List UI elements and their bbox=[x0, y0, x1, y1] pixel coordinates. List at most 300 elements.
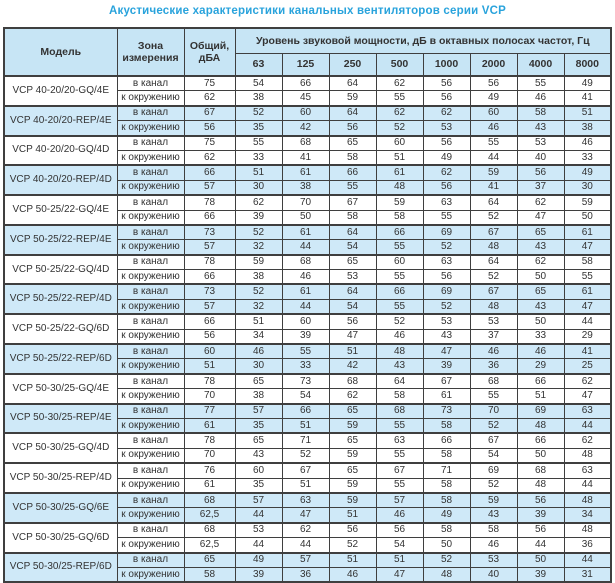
sound-power-level-250hz: 65 bbox=[329, 255, 376, 270]
sound-power-level-500hz: 48 bbox=[376, 344, 423, 359]
sound-power-level-8000hz: 61 bbox=[564, 225, 611, 240]
sound-power-level-1000hz: 56 bbox=[423, 136, 470, 151]
sound-power-level-1000hz: 53 bbox=[423, 314, 470, 329]
sound-power-level-4000hz: 69 bbox=[517, 404, 564, 419]
sound-power-level-8000hz: 38 bbox=[564, 121, 611, 136]
sound-power-level-500hz: 57 bbox=[376, 493, 423, 508]
sound-power-level-250hz: 54 bbox=[329, 240, 376, 255]
sound-power-level-8000hz: 48 bbox=[564, 448, 611, 463]
sound-power-level-250hz: 64 bbox=[329, 225, 376, 240]
column-header-frequency-group: Уровень звуковой мощности, дБ в октавных полосах частот, Гц bbox=[235, 28, 611, 54]
sound-power-level-2000hz: 46 bbox=[470, 538, 517, 553]
table-row bbox=[4, 284, 611, 299]
sound-power-level-125hz: 54 bbox=[282, 389, 329, 404]
sound-power-level-8000hz: 51 bbox=[564, 106, 611, 121]
total-dba-value: 75 bbox=[184, 76, 235, 91]
sound-power-level-4000hz: 46 bbox=[517, 344, 564, 359]
sound-power-level-8000hz: 36 bbox=[564, 538, 611, 553]
total-dba-value: 73 bbox=[184, 284, 235, 299]
sound-power-level-1000hz: 56 bbox=[423, 180, 470, 195]
sound-power-level-500hz: 58 bbox=[376, 210, 423, 225]
sound-power-level-8000hz: 48 bbox=[564, 493, 611, 508]
sound-power-level-250hz: 56 bbox=[329, 121, 376, 136]
sound-power-level-500hz: 47 bbox=[376, 567, 423, 582]
sound-power-level-63hz: 51 bbox=[235, 314, 282, 329]
sound-power-level-63hz: 52 bbox=[235, 106, 282, 121]
sound-power-level-125hz: 47 bbox=[282, 508, 329, 523]
measurement-zone: в канал bbox=[117, 314, 184, 329]
sound-power-level-250hz: 64 bbox=[329, 76, 376, 91]
sound-power-level-1000hz: 43 bbox=[423, 329, 470, 344]
sound-power-level-8000hz: 33 bbox=[564, 150, 611, 165]
measurement-zone: к окружению bbox=[117, 91, 184, 106]
sound-power-level-2000hz: 55 bbox=[470, 136, 517, 151]
sound-power-level-4000hz: 65 bbox=[517, 284, 564, 299]
sound-power-level-63hz: 52 bbox=[235, 225, 282, 240]
sound-power-level-125hz: 60 bbox=[282, 106, 329, 121]
model-name: VCP 50-25/22-REP/4D bbox=[4, 284, 117, 314]
sound-power-level-1000hz: 69 bbox=[423, 284, 470, 299]
sound-power-level-2000hz: 53 bbox=[470, 553, 517, 568]
model-name: VCP 40-20/20-REP/4D bbox=[4, 165, 117, 195]
sound-power-level-250hz: 59 bbox=[329, 448, 376, 463]
measurement-zone: к окружению bbox=[117, 359, 184, 374]
measurement-zone: к окружению bbox=[117, 478, 184, 493]
sound-power-level-250hz: 66 bbox=[329, 165, 376, 180]
sound-power-level-500hz: 60 bbox=[376, 255, 423, 270]
sound-power-level-63hz: 34 bbox=[235, 329, 282, 344]
sound-power-level-2000hz: 44 bbox=[470, 150, 517, 165]
sound-power-level-63hz: 38 bbox=[235, 389, 282, 404]
sound-power-level-2000hz: 52 bbox=[470, 478, 517, 493]
model-name: VCP 50-30/25-REP/6D bbox=[4, 553, 117, 583]
sound-power-level-250hz: 42 bbox=[329, 359, 376, 374]
sound-power-level-125hz: 41 bbox=[282, 150, 329, 165]
column-header-freq-2000: 2000 bbox=[470, 54, 517, 77]
sound-power-level-8000hz: 41 bbox=[564, 344, 611, 359]
sound-power-level-125hz: 42 bbox=[282, 121, 329, 136]
measurement-zone: в канал bbox=[117, 255, 184, 270]
sound-power-level-8000hz: 34 bbox=[564, 508, 611, 523]
table-row bbox=[4, 553, 611, 568]
sound-power-level-2000hz: 52 bbox=[470, 270, 517, 285]
sound-power-level-63hz: 59 bbox=[235, 255, 282, 270]
sound-power-level-4000hz: 48 bbox=[517, 418, 564, 433]
sound-power-level-250hz: 65 bbox=[329, 404, 376, 419]
total-dba-value: 60 bbox=[184, 344, 235, 359]
sound-power-level-1000hz: 53 bbox=[423, 121, 470, 136]
total-dba-value: 57 bbox=[184, 180, 235, 195]
sound-power-level-4000hz: 50 bbox=[517, 448, 564, 463]
sound-power-level-500hz: 48 bbox=[376, 180, 423, 195]
sound-power-level-125hz: 33 bbox=[282, 359, 329, 374]
sound-power-level-4000hz: 66 bbox=[517, 433, 564, 448]
sound-power-level-2000hz: 64 bbox=[470, 195, 517, 210]
sound-power-level-63hz: 49 bbox=[235, 553, 282, 568]
sound-power-level-63hz: 55 bbox=[235, 136, 282, 151]
sound-power-level-1000hz: 39 bbox=[423, 359, 470, 374]
sound-power-level-250hz: 64 bbox=[329, 106, 376, 121]
model-name: VCP 50-25/22-REP/4E bbox=[4, 225, 117, 255]
total-dba-value: 77 bbox=[184, 404, 235, 419]
total-dba-value: 70 bbox=[184, 389, 235, 404]
sound-power-level-500hz: 62 bbox=[376, 76, 423, 91]
sound-power-level-500hz: 59 bbox=[376, 195, 423, 210]
sound-power-level-250hz: 65 bbox=[329, 433, 376, 448]
sound-power-level-4000hz: 50 bbox=[517, 553, 564, 568]
sound-power-level-4000hz: 51 bbox=[517, 389, 564, 404]
model-name: VCP 40-20/20-GQ/4E bbox=[4, 76, 117, 106]
sound-power-level-8000hz: 44 bbox=[564, 418, 611, 433]
sound-power-level-1000hz: 49 bbox=[423, 150, 470, 165]
model-name: VCP 50-30/25-GQ/6E bbox=[4, 493, 117, 523]
sound-power-level-125hz: 71 bbox=[282, 433, 329, 448]
table-row bbox=[4, 493, 611, 508]
sound-power-level-63hz: 62 bbox=[235, 195, 282, 210]
sound-power-level-2000hz: 69 bbox=[470, 463, 517, 478]
sound-power-level-500hz: 54 bbox=[376, 538, 423, 553]
sound-power-level-500hz: 63 bbox=[376, 433, 423, 448]
sound-power-level-125hz: 68 bbox=[282, 255, 329, 270]
sound-power-level-125hz: 73 bbox=[282, 374, 329, 389]
sound-power-level-1000hz: 67 bbox=[423, 374, 470, 389]
sound-power-level-8000hz: 47 bbox=[564, 389, 611, 404]
sound-power-level-63hz: 38 bbox=[235, 270, 282, 285]
sound-power-level-125hz: 46 bbox=[282, 270, 329, 285]
sound-power-level-500hz: 58 bbox=[376, 389, 423, 404]
sound-power-level-500hz: 55 bbox=[376, 448, 423, 463]
sound-power-level-63hz: 39 bbox=[235, 567, 282, 582]
measurement-zone: в канал bbox=[117, 195, 184, 210]
table-row bbox=[4, 106, 611, 121]
sound-power-level-63hz: 53 bbox=[235, 523, 282, 538]
sound-power-level-8000hz: 49 bbox=[564, 76, 611, 91]
sound-power-level-1000hz: 56 bbox=[423, 91, 470, 106]
sound-power-level-8000hz: 58 bbox=[564, 255, 611, 270]
total-dba-value: 66 bbox=[184, 314, 235, 329]
sound-power-level-1000hz: 58 bbox=[423, 523, 470, 538]
sound-power-level-500hz: 62 bbox=[376, 106, 423, 121]
measurement-zone: в канал bbox=[117, 344, 184, 359]
table-row bbox=[4, 195, 611, 210]
sound-power-level-2000hz: 59 bbox=[470, 493, 517, 508]
sound-power-level-4000hz: 43 bbox=[517, 240, 564, 255]
sound-power-level-63hz: 30 bbox=[235, 180, 282, 195]
sound-power-level-2000hz: 53 bbox=[470, 314, 517, 329]
sound-power-level-8000hz: 48 bbox=[564, 523, 611, 538]
acoustic-characteristics-table bbox=[3, 27, 612, 583]
sound-power-level-8000hz: 62 bbox=[564, 374, 611, 389]
measurement-zone: в канал bbox=[117, 374, 184, 389]
sound-power-level-500hz: 55 bbox=[376, 91, 423, 106]
sound-power-level-2000hz: 46 bbox=[470, 121, 517, 136]
model-name: VCP 40-20/20-GQ/4D bbox=[4, 136, 117, 166]
sound-power-level-63hz: 35 bbox=[235, 418, 282, 433]
column-header-freq-1000: 1000 bbox=[423, 54, 470, 77]
measurement-zone: в канал bbox=[117, 463, 184, 478]
sound-power-level-4000hz: 55 bbox=[517, 76, 564, 91]
sound-power-level-125hz: 38 bbox=[282, 180, 329, 195]
sound-power-level-125hz: 63 bbox=[282, 493, 329, 508]
measurement-zone: к окружению bbox=[117, 418, 184, 433]
table-row bbox=[4, 374, 611, 389]
sound-power-level-250hz: 65 bbox=[329, 463, 376, 478]
column-header-freq-63: 63 bbox=[235, 54, 282, 77]
sound-power-level-250hz: 67 bbox=[329, 195, 376, 210]
sound-power-level-2000hz: 52 bbox=[470, 418, 517, 433]
sound-power-level-2000hz: 60 bbox=[470, 106, 517, 121]
sound-power-level-1000hz: 58 bbox=[423, 418, 470, 433]
sound-power-level-8000hz: 61 bbox=[564, 284, 611, 299]
sound-power-level-4000hz: 39 bbox=[517, 567, 564, 582]
sound-power-level-125hz: 55 bbox=[282, 344, 329, 359]
sound-power-level-8000hz: 47 bbox=[564, 240, 611, 255]
sound-power-level-250hz: 54 bbox=[329, 299, 376, 314]
measurement-zone: к окружению bbox=[117, 150, 184, 165]
sound-power-level-4000hz: 56 bbox=[517, 523, 564, 538]
sound-power-level-4000hz: 65 bbox=[517, 225, 564, 240]
sound-power-level-63hz: 57 bbox=[235, 404, 282, 419]
table-header bbox=[4, 28, 611, 76]
sound-power-level-2000hz: 36 bbox=[470, 359, 517, 374]
sound-power-level-500hz: 64 bbox=[376, 374, 423, 389]
measurement-zone: к окружению bbox=[117, 508, 184, 523]
sound-power-level-2000hz: 49 bbox=[470, 91, 517, 106]
sound-power-level-8000hz: 62 bbox=[564, 433, 611, 448]
sound-power-level-1000hz: 52 bbox=[423, 553, 470, 568]
sound-power-level-250hz: 46 bbox=[329, 567, 376, 582]
sound-power-level-250hz: 58 bbox=[329, 150, 376, 165]
sound-power-level-125hz: 67 bbox=[282, 463, 329, 478]
sound-power-level-250hz: 64 bbox=[329, 284, 376, 299]
sound-power-level-500hz: 66 bbox=[376, 284, 423, 299]
sound-power-level-1000hz: 48 bbox=[423, 567, 470, 582]
sound-power-level-250hz: 47 bbox=[329, 329, 376, 344]
measurement-zone: к окружению bbox=[117, 389, 184, 404]
sound-power-level-63hz: 51 bbox=[235, 165, 282, 180]
sound-power-level-500hz: 55 bbox=[376, 240, 423, 255]
sound-power-level-63hz: 54 bbox=[235, 76, 282, 91]
table-row bbox=[4, 433, 611, 448]
sound-power-level-2000hz: 54 bbox=[470, 448, 517, 463]
sound-power-level-250hz: 59 bbox=[329, 91, 376, 106]
sound-power-level-250hz: 59 bbox=[329, 493, 376, 508]
sound-power-level-500hz: 68 bbox=[376, 404, 423, 419]
sound-power-level-63hz: 65 bbox=[235, 374, 282, 389]
sound-power-level-500hz: 56 bbox=[376, 523, 423, 538]
total-dba-value: 76 bbox=[184, 463, 235, 478]
sound-power-level-63hz: 52 bbox=[235, 284, 282, 299]
table-row bbox=[4, 165, 611, 180]
sound-power-level-500hz: 52 bbox=[376, 121, 423, 136]
table-row bbox=[4, 136, 611, 151]
sound-power-level-125hz: 61 bbox=[282, 225, 329, 240]
sound-power-level-8000hz: 30 bbox=[564, 180, 611, 195]
sound-power-level-2000hz: 52 bbox=[470, 210, 517, 225]
sound-power-level-63hz: 35 bbox=[235, 478, 282, 493]
measurement-zone: в канал bbox=[117, 493, 184, 508]
sound-power-level-125hz: 51 bbox=[282, 418, 329, 433]
sound-power-level-2000hz: 41 bbox=[470, 180, 517, 195]
sound-power-level-1000hz: 58 bbox=[423, 478, 470, 493]
sound-power-level-1000hz: 61 bbox=[423, 389, 470, 404]
table-row bbox=[4, 463, 611, 478]
table-row bbox=[4, 255, 611, 270]
sound-power-level-250hz: 62 bbox=[329, 389, 376, 404]
total-dba-value: 62,5 bbox=[184, 508, 235, 523]
sound-power-level-4000hz: 58 bbox=[517, 106, 564, 121]
total-dba-value: 66 bbox=[184, 165, 235, 180]
total-dba-value: 68 bbox=[184, 523, 235, 538]
total-dba-value: 70 bbox=[184, 448, 235, 463]
sound-power-level-1000hz: 63 bbox=[423, 255, 470, 270]
sound-power-level-8000hz: 63 bbox=[564, 463, 611, 478]
measurement-zone: в канал bbox=[117, 523, 184, 538]
sound-power-level-8000hz: 31 bbox=[564, 567, 611, 582]
sound-power-level-8000hz: 44 bbox=[564, 314, 611, 329]
total-dba-value: 78 bbox=[184, 374, 235, 389]
sound-power-level-1000hz: 58 bbox=[423, 493, 470, 508]
sound-power-level-8000hz: 46 bbox=[564, 136, 611, 151]
sound-power-level-63hz: 60 bbox=[235, 463, 282, 478]
sound-power-level-63hz: 44 bbox=[235, 508, 282, 523]
sound-power-level-63hz: 30 bbox=[235, 359, 282, 374]
sound-power-level-500hz: 67 bbox=[376, 463, 423, 478]
sound-power-level-4000hz: 68 bbox=[517, 463, 564, 478]
sound-power-level-500hz: 46 bbox=[376, 508, 423, 523]
sound-power-level-500hz: 61 bbox=[376, 165, 423, 180]
measurement-zone: к окружению bbox=[117, 448, 184, 463]
sound-power-level-8000hz: 63 bbox=[564, 404, 611, 419]
sound-power-level-4000hz: 40 bbox=[517, 150, 564, 165]
sound-power-level-1000hz: 52 bbox=[423, 299, 470, 314]
total-dba-value: 65 bbox=[184, 553, 235, 568]
sound-power-level-125hz: 57 bbox=[282, 553, 329, 568]
sound-power-level-2000hz: 37 bbox=[470, 329, 517, 344]
sound-power-level-4000hz: 62 bbox=[517, 195, 564, 210]
sound-power-level-63hz: 32 bbox=[235, 299, 282, 314]
sound-power-level-4000hz: 50 bbox=[517, 270, 564, 285]
measurement-zone: в канал bbox=[117, 553, 184, 568]
measurement-zone: в канал bbox=[117, 433, 184, 448]
sound-power-level-500hz: 60 bbox=[376, 136, 423, 151]
model-name: VCP 50-25/22-GQ/4E bbox=[4, 195, 117, 225]
table-row bbox=[4, 523, 611, 538]
sound-power-level-8000hz: 41 bbox=[564, 91, 611, 106]
sound-power-level-1000hz: 55 bbox=[423, 210, 470, 225]
sound-power-level-125hz: 62 bbox=[282, 523, 329, 538]
sound-power-level-1000hz: 52 bbox=[423, 240, 470, 255]
total-dba-value: 62 bbox=[184, 91, 235, 106]
sound-power-level-4000hz: 56 bbox=[517, 493, 564, 508]
sound-power-level-125hz: 50 bbox=[282, 210, 329, 225]
sound-power-level-125hz: 44 bbox=[282, 299, 329, 314]
sound-power-level-500hz: 55 bbox=[376, 418, 423, 433]
sound-power-level-1000hz: 66 bbox=[423, 433, 470, 448]
model-name: VCP 50-25/22-GQ/4D bbox=[4, 255, 117, 285]
measurement-zone: к окружению bbox=[117, 567, 184, 582]
table-row bbox=[4, 76, 611, 91]
model-name: VCP 50-25/22-GQ/6D bbox=[4, 314, 117, 344]
column-header-freq-8000: 8000 bbox=[564, 54, 611, 77]
sound-power-level-1000hz: 62 bbox=[423, 165, 470, 180]
sound-power-level-1000hz: 50 bbox=[423, 538, 470, 553]
sound-power-level-2000hz: 64 bbox=[470, 255, 517, 270]
measurement-zone: в канал bbox=[117, 165, 184, 180]
total-dba-value: 61 bbox=[184, 478, 235, 493]
sound-power-level-125hz: 36 bbox=[282, 567, 329, 582]
measurement-zone: к окружению bbox=[117, 180, 184, 195]
sound-power-level-4000hz: 39 bbox=[517, 508, 564, 523]
sound-power-level-1000hz: 49 bbox=[423, 508, 470, 523]
sound-power-level-250hz: 59 bbox=[329, 418, 376, 433]
sound-power-level-4000hz: 47 bbox=[517, 210, 564, 225]
total-dba-value: 66 bbox=[184, 270, 235, 285]
sound-power-level-500hz: 43 bbox=[376, 359, 423, 374]
sound-power-level-1000hz: 56 bbox=[423, 76, 470, 91]
sound-power-level-125hz: 68 bbox=[282, 136, 329, 151]
sound-power-level-63hz: 32 bbox=[235, 240, 282, 255]
model-name: VCP 50-30/25-GQ/4D bbox=[4, 433, 117, 463]
sound-power-level-250hz: 51 bbox=[329, 553, 376, 568]
sound-power-level-125hz: 45 bbox=[282, 91, 329, 106]
column-header-freq-4000: 4000 bbox=[517, 54, 564, 77]
sound-power-level-4000hz: 62 bbox=[517, 255, 564, 270]
sound-power-level-63hz: 43 bbox=[235, 448, 282, 463]
sound-power-level-250hz: 59 bbox=[329, 478, 376, 493]
sound-power-level-8000hz: 44 bbox=[564, 478, 611, 493]
sound-power-level-2000hz: 43 bbox=[470, 508, 517, 523]
sound-power-level-250hz: 53 bbox=[329, 270, 376, 285]
measurement-zone: в канал bbox=[117, 76, 184, 91]
sound-power-level-8000hz: 29 bbox=[564, 329, 611, 344]
total-dba-value: 58 bbox=[184, 567, 235, 582]
sound-power-level-4000hz: 43 bbox=[517, 121, 564, 136]
measurement-zone: в канал bbox=[117, 106, 184, 121]
measurement-zone: в канал bbox=[117, 136, 184, 151]
column-header-model: Модель bbox=[4, 28, 117, 76]
sound-power-level-4000hz: 29 bbox=[517, 359, 564, 374]
sound-power-level-8000hz: 25 bbox=[564, 359, 611, 374]
model-name: VCP 50-30/25-GQ/6D bbox=[4, 523, 117, 553]
sound-power-level-2000hz: 58 bbox=[470, 523, 517, 538]
sound-power-level-63hz: 46 bbox=[235, 344, 282, 359]
sound-power-level-125hz: 61 bbox=[282, 165, 329, 180]
sound-power-level-2000hz: 56 bbox=[470, 76, 517, 91]
sound-power-level-2000hz: 67 bbox=[470, 433, 517, 448]
total-dba-value: 78 bbox=[184, 195, 235, 210]
column-header-zone: Зона измерения bbox=[117, 28, 184, 76]
table-row bbox=[4, 344, 611, 359]
sound-power-level-63hz: 57 bbox=[235, 493, 282, 508]
sound-power-level-1000hz: 62 bbox=[423, 106, 470, 121]
sound-power-level-8000hz: 59 bbox=[564, 195, 611, 210]
sound-power-level-125hz: 52 bbox=[282, 448, 329, 463]
sound-power-level-250hz: 51 bbox=[329, 508, 376, 523]
sound-power-level-125hz: 66 bbox=[282, 404, 329, 419]
model-name: VCP 50-30/25-GQ/4E bbox=[4, 374, 117, 404]
total-dba-value: 67 bbox=[184, 106, 235, 121]
sound-power-level-8000hz: 55 bbox=[564, 270, 611, 285]
sound-power-level-4000hz: 43 bbox=[517, 299, 564, 314]
sound-power-level-4000hz: 56 bbox=[517, 165, 564, 180]
sound-power-level-500hz: 46 bbox=[376, 329, 423, 344]
column-header-freq-250: 250 bbox=[329, 54, 376, 77]
sound-power-level-125hz: 44 bbox=[282, 240, 329, 255]
measurement-zone: в канал bbox=[117, 404, 184, 419]
total-dba-value: 73 bbox=[184, 225, 235, 240]
measurement-zone: к окружению bbox=[117, 240, 184, 255]
